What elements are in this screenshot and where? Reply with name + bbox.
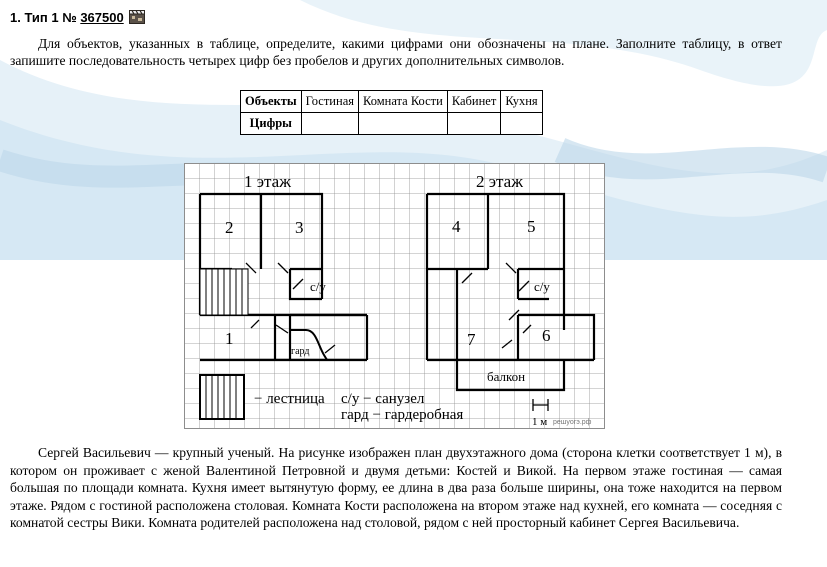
room-number-3: 3 xyxy=(295,218,304,237)
column-study: Кабинет xyxy=(447,91,500,113)
table-row xyxy=(241,113,543,135)
room-number-1: 1 xyxy=(225,329,234,348)
digit-cell-kostya-room[interactable] xyxy=(359,113,448,135)
answer-table xyxy=(240,90,543,135)
task-header-prefix: 1. Тип 1 № xyxy=(10,10,81,25)
task-story: Сергей Васильевич — крупный ученый. На рисунке изображен план двухэтажного дома (сторона клетки соответствует 1 м), в котором он проживает с женой Валентиной Петровной и двумя детьми: Костей и Викой. На первом этаже гостиная — самая большая по площади комната. Кухня имеет вытянутую форму, ее длина в два раза больше ширины, она тоже находится на первом этаже. Рядом с гостиной расположена столовая. Комната Кости расположена на втором этаже над кухней, его комната — соседняя с комнатой сестры Вики. Комната родителей расположена над столовой, рядом с ней просторный кабинет Сергея Васильевича. xyxy=(10,445,782,531)
legend-stairs-text: − лестница xyxy=(254,391,325,407)
legend-wc-text: с/у − санузел xyxy=(341,391,425,407)
room-number-2: 2 xyxy=(225,218,234,237)
legend-closet-text: гард − гардеробная xyxy=(341,407,464,423)
closet-label: гард xyxy=(291,346,310,357)
room-number-5: 5 xyxy=(527,217,536,236)
row-header-digits: Цифры xyxy=(241,113,302,135)
row-header-objects: Объекты xyxy=(241,91,302,113)
scale-label: 1 м xyxy=(532,416,548,428)
task-intro: Для объектов, указанных в таблице, определите, какими цифрами они обозначены на плане. Заполните таблицу, в ответ запишите последовательность четырех цифр без пробелов и других дополнительных символов. xyxy=(10,36,782,68)
floor1-label: 1 этаж xyxy=(244,172,291,191)
digit-cell-kitchen[interactable] xyxy=(501,113,542,135)
task-header xyxy=(10,10,145,27)
stairs-floor1 xyxy=(200,269,248,315)
table-row xyxy=(241,91,543,113)
film-clapper-icon[interactable] xyxy=(129,10,145,27)
digit-cell-living-room[interactable] xyxy=(301,113,358,135)
legend-stairs-icon xyxy=(200,375,244,419)
watermark: решуогэ.рф xyxy=(553,419,592,426)
room-number-7: 7 xyxy=(467,330,476,349)
floor2-label: 2 этаж xyxy=(476,172,523,191)
wc-label-floor1: с/у xyxy=(310,279,326,294)
digit-cell-study[interactable] xyxy=(447,113,500,135)
house-floor-plan xyxy=(184,163,605,429)
balcony-label: балкон xyxy=(487,369,526,384)
room-number-6: 6 xyxy=(542,326,551,345)
task-number-link[interactable]: 367500 xyxy=(80,10,124,25)
room-number-4: 4 xyxy=(452,217,461,236)
column-living-room: Гостиная xyxy=(301,91,358,113)
column-kostya-room: Комната Кости xyxy=(359,91,448,113)
wc-label-floor2: с/у xyxy=(534,279,550,294)
column-kitchen: Кухня xyxy=(501,91,542,113)
